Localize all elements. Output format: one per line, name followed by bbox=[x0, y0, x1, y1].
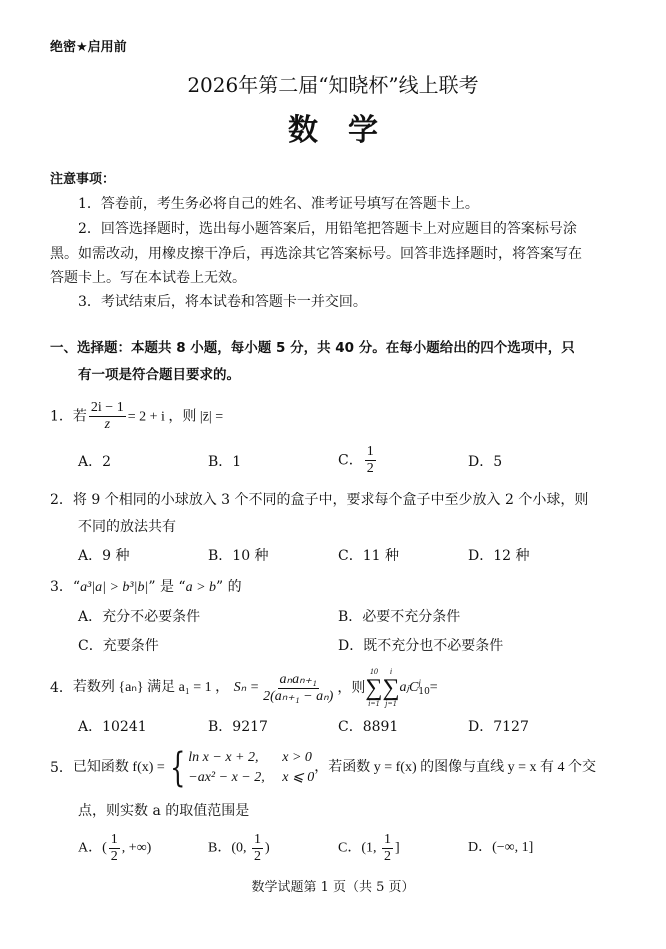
interval-open: (1, bbox=[361, 840, 381, 856]
question-number: 2． bbox=[50, 492, 73, 508]
option-d: D．12 种 bbox=[468, 548, 530, 564]
sum-outer bbox=[365, 667, 382, 709]
option-d: D．既不充分也不必要条件 bbox=[338, 638, 504, 654]
question-4 bbox=[50, 667, 438, 708]
numerator: 1 bbox=[254, 832, 262, 847]
sigma-icon: ∑ bbox=[365, 675, 383, 701]
question-text: = 2 + i ，则 |z̄| = bbox=[127, 409, 224, 425]
option-label: C． bbox=[338, 840, 362, 856]
question-number: 3． bbox=[50, 579, 73, 595]
option-c: C．8891 bbox=[338, 719, 399, 735]
numerator: aₙaₙ₊₁ bbox=[279, 671, 317, 687]
subject-title: 数 学 bbox=[288, 113, 378, 148]
question-3 bbox=[50, 577, 242, 598]
option-d bbox=[468, 838, 533, 858]
interval-close: , +∞) bbox=[121, 840, 152, 856]
piecewise-function bbox=[165, 745, 315, 791]
option-label: A． bbox=[78, 840, 103, 856]
interval-open: ( bbox=[102, 840, 107, 856]
binomial-indices bbox=[418, 679, 429, 697]
numerator: 1 bbox=[384, 832, 392, 847]
math-expression: Sₙ = bbox=[233, 680, 260, 695]
interval: (−∞, 1] bbox=[492, 840, 534, 855]
superscript: j bbox=[418, 678, 421, 688]
option-a: A．9 种 bbox=[78, 548, 130, 564]
question-text: 不同的放法共有 bbox=[78, 519, 176, 535]
notice-item: 1．答卷前，考生务必将自己的姓名、准考证号填写在答题卡上。 bbox=[78, 196, 479, 212]
notice-item: 2．回答选择题时，选出每小题答案后，用铅笔把答题卡上对应题目的答案标号涂 bbox=[78, 221, 577, 237]
question-text: 已知函数 f(x) = bbox=[72, 760, 165, 775]
numerator: 1 bbox=[110, 832, 118, 847]
question-text: 将 9 个相同的小球放入 3 个不同的盒子中，要求每个盒子中至少放入 2 个小球，则 bbox=[72, 492, 589, 508]
question-number: 1． bbox=[50, 408, 73, 425]
option-b: B．必要不充分条件 bbox=[338, 609, 461, 625]
numerator: 2i − 1 bbox=[90, 400, 124, 415]
math-expression: aⱼC bbox=[399, 680, 419, 695]
notice-item: 3．考试结束后，将本试卷和答题卡一并交回。 bbox=[78, 294, 367, 310]
subscript: 10 bbox=[418, 687, 430, 697]
page-footer: 数学试题第 1 页（共 5 页） bbox=[251, 880, 415, 895]
question-text: ，则 bbox=[337, 680, 366, 696]
denominator: 2 bbox=[254, 849, 262, 864]
sum-upper: 10 bbox=[369, 667, 378, 676]
question-number: 4． bbox=[50, 680, 73, 696]
option-label: C． bbox=[338, 452, 363, 469]
question-5 bbox=[50, 745, 596, 791]
notice-item: 黑。如需改动，用橡皮擦干净后，再选涂其它答案标号。回答非选择题时，将答案写在 bbox=[50, 246, 582, 262]
question-text: = bbox=[429, 680, 438, 695]
option-b: B．10 种 bbox=[208, 548, 269, 564]
option-d: D．5 bbox=[468, 454, 503, 470]
confidential-label: 绝密★启用前 bbox=[50, 40, 127, 55]
question-2 bbox=[50, 490, 588, 510]
option-a: A．充分不必要条件 bbox=[78, 609, 201, 625]
math-expression: a > b bbox=[185, 580, 217, 595]
sum-lower: i=1 bbox=[368, 699, 380, 708]
denominator: 2(aₙ₊₁ − aₙ) bbox=[263, 688, 334, 704]
option-b bbox=[208, 832, 270, 865]
sum-upper: i bbox=[389, 667, 393, 676]
quote: “ bbox=[72, 579, 81, 595]
denominator: 2 bbox=[110, 849, 118, 864]
question-text: 点，则实数 a 的取值范围是 bbox=[78, 803, 250, 819]
question-text: 若 bbox=[72, 408, 87, 425]
exam-title: 2026年第二届“知晓杯”线上联考 bbox=[187, 73, 479, 97]
option-d: D．7127 bbox=[468, 719, 529, 735]
question-text: ” 的 bbox=[216, 579, 242, 595]
fraction bbox=[382, 832, 393, 865]
math-expression: a³|a| > b³|b| bbox=[80, 580, 149, 595]
question-1 bbox=[50, 400, 223, 433]
denominator: z bbox=[104, 417, 111, 432]
section-heading: 一、选择题：本题共 8 小题，每小题 5 分，共 40 分。在每小题给出的四个选项中，只 bbox=[50, 340, 575, 356]
notice-heading: 注意事项： bbox=[50, 172, 116, 187]
fraction bbox=[109, 832, 120, 865]
sigma-icon: ∑ bbox=[382, 675, 400, 701]
option-c: C．充要条件 bbox=[78, 638, 159, 654]
case-condition: x ⩽ 0 bbox=[282, 770, 315, 785]
numerator: 1 bbox=[366, 444, 374, 459]
fraction bbox=[252, 832, 263, 865]
question-text: ，若函数 y = f(x) 的图像与直线 y = x 有 4 个交 bbox=[314, 760, 596, 775]
brace-icon: { bbox=[169, 745, 186, 791]
fraction bbox=[261, 672, 335, 705]
option-c: C．11 种 bbox=[338, 548, 399, 564]
denominator: 2 bbox=[384, 849, 392, 864]
question-text: 若数列 {aₙ} 满足 a₁ = 1 ， bbox=[72, 680, 230, 695]
interval-close: ) bbox=[265, 840, 270, 856]
notice-item: 答题卡上。写在本试卷上无效。 bbox=[50, 270, 246, 286]
option-c bbox=[338, 832, 400, 865]
case-condition: x > 0 bbox=[282, 750, 312, 765]
case-expression: ln x − x + 2, bbox=[188, 750, 259, 765]
interval-close: ] bbox=[395, 840, 400, 856]
option-a: A．10241 bbox=[78, 719, 147, 735]
option-b: B．1 bbox=[208, 454, 242, 470]
sum-inner bbox=[382, 667, 399, 709]
section-heading-cont: 有一项是符合题目要求的。 bbox=[78, 367, 240, 383]
option-label: D． bbox=[468, 840, 493, 855]
case-expression: −ax² − x − 2, bbox=[188, 770, 265, 785]
question-text: ” 是 “ bbox=[148, 579, 186, 595]
fraction bbox=[89, 400, 126, 433]
option-label: B． bbox=[208, 840, 232, 856]
option-b: B．9217 bbox=[208, 719, 268, 735]
sum-lower: j=1 bbox=[385, 699, 397, 708]
fraction bbox=[365, 444, 376, 477]
question-number: 5． bbox=[50, 760, 73, 776]
option-a bbox=[78, 832, 151, 865]
option-a: A．2 bbox=[78, 454, 112, 470]
interval-open: (0, bbox=[231, 840, 251, 856]
option-c bbox=[338, 444, 378, 477]
denominator: 2 bbox=[366, 461, 374, 476]
